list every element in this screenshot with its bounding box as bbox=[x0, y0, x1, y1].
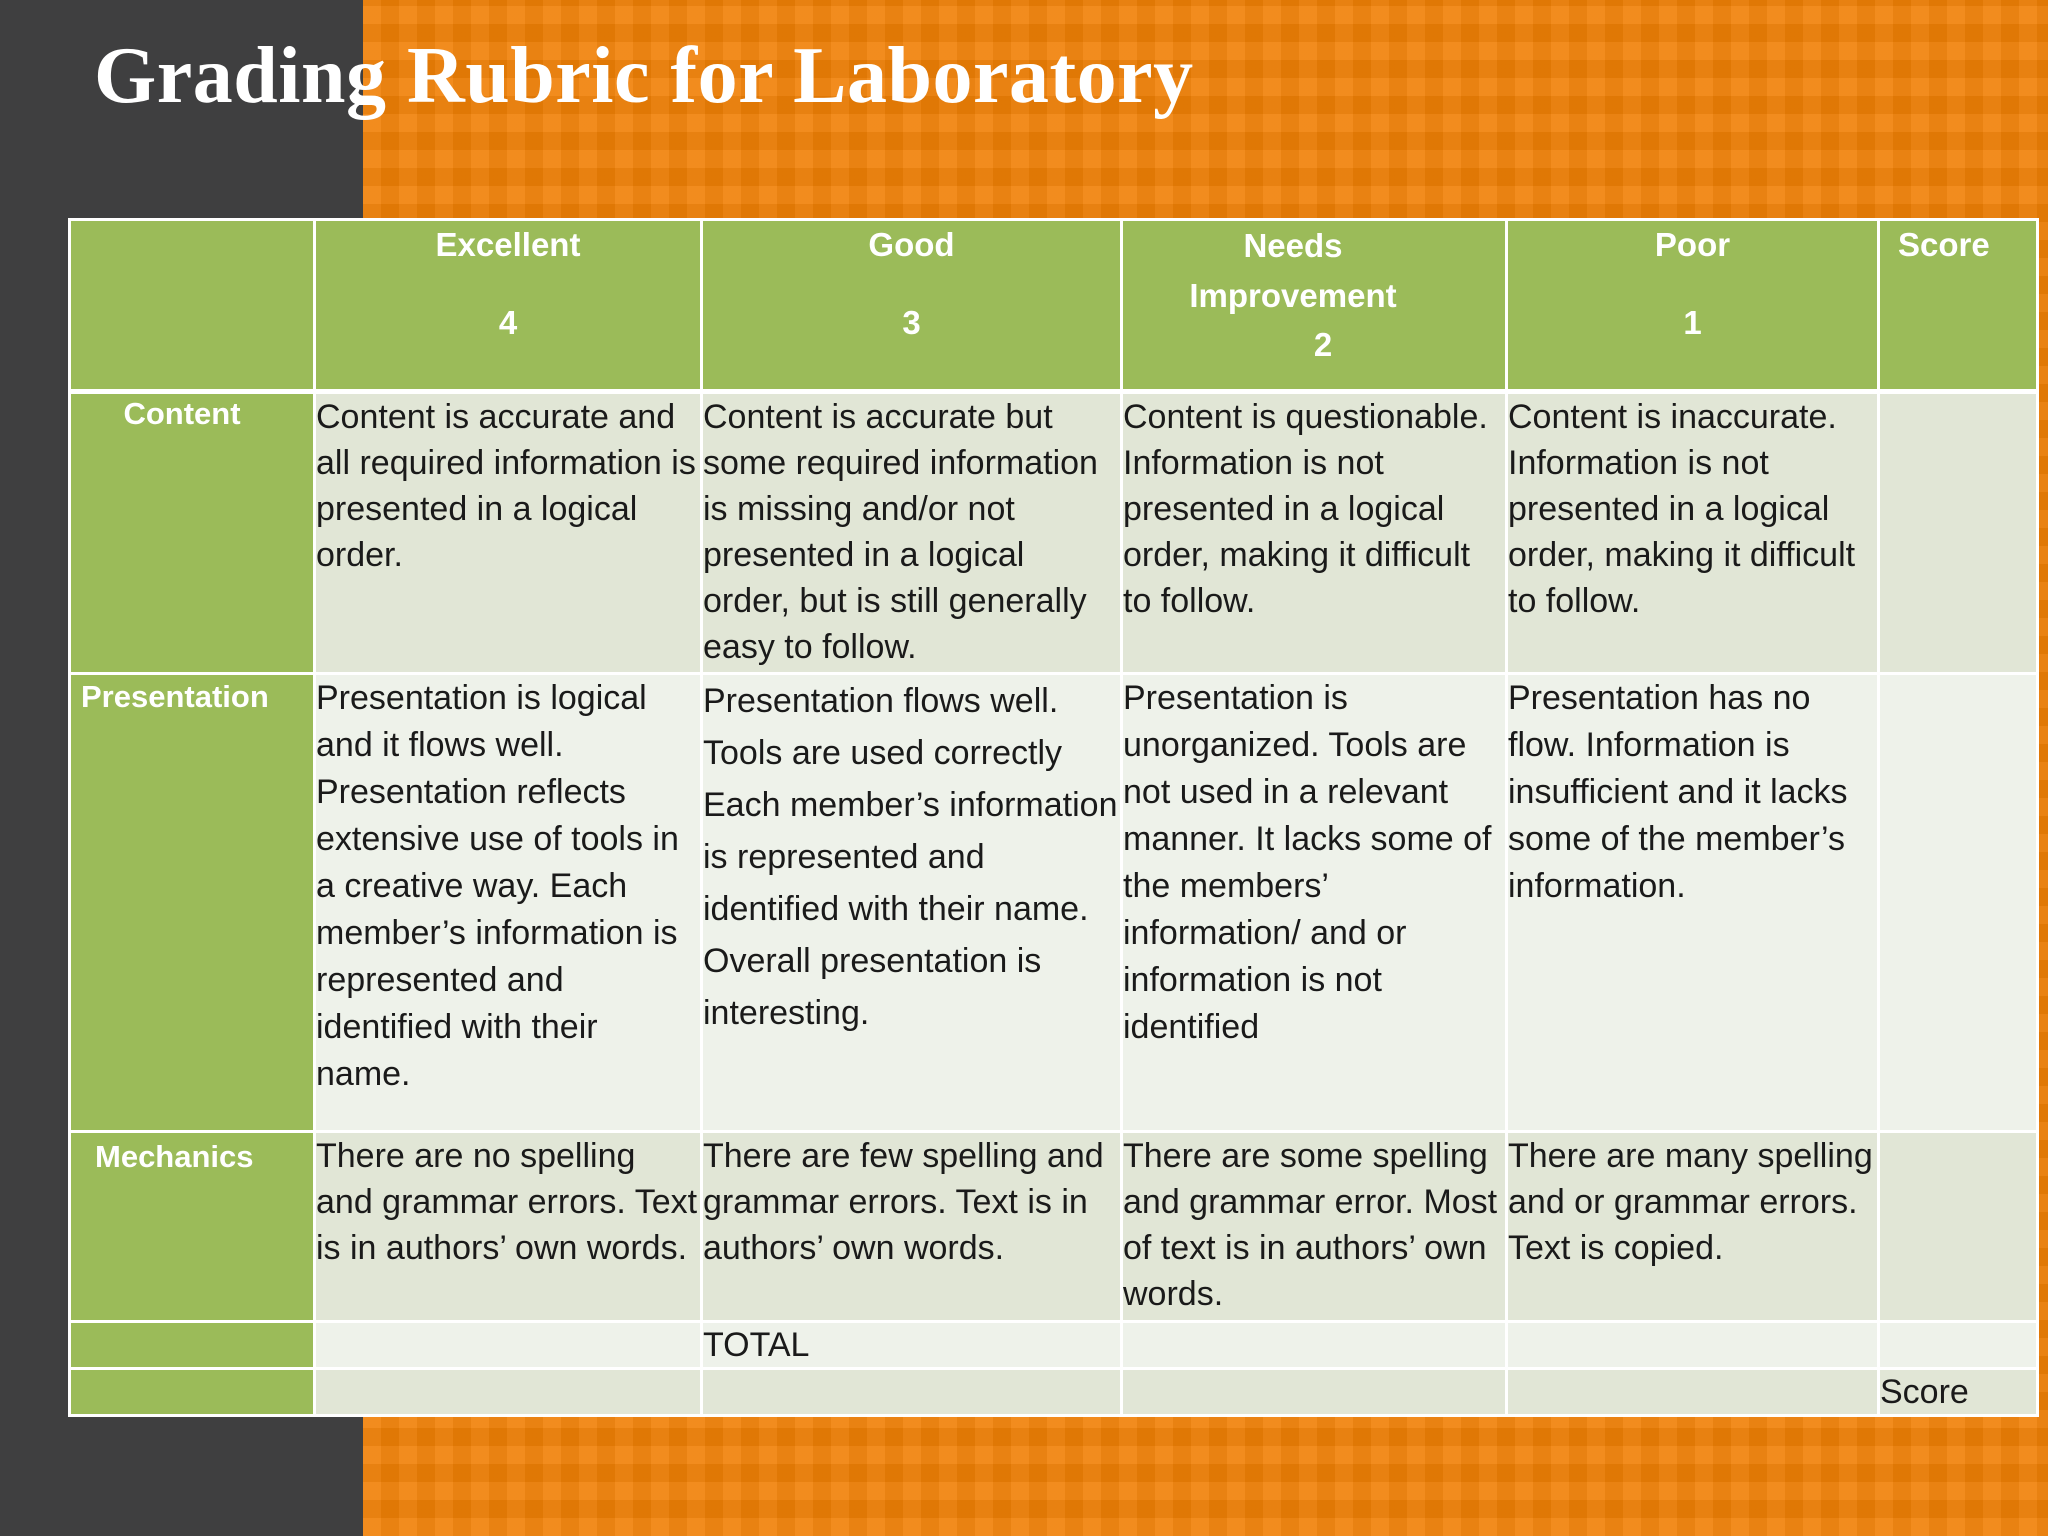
criterion-label: Mechanics bbox=[70, 1132, 315, 1322]
total-row-cell bbox=[1122, 1322, 1507, 1369]
total-label: TOTAL bbox=[702, 1322, 1122, 1369]
score-footer-label: Score bbox=[1879, 1369, 2038, 1416]
rubric-cell: Content is accurate but some required information is missing and/or not presented in a logical order, but is still generally easy to follow. bbox=[702, 392, 1122, 674]
criterion-label: Content bbox=[70, 392, 315, 674]
rubric-cell: Content is accurate and all required information is presented in a logical order. bbox=[315, 392, 702, 674]
rubric-cell: Presentation flows well. Tools are used correctly Each member’s information is represented and identified with their name. Overall presentation is interesting. bbox=[702, 674, 1122, 1132]
score-cell bbox=[1879, 1132, 2038, 1322]
rubric-row-mechanics bbox=[70, 1132, 2038, 1322]
score-cell bbox=[1879, 392, 2038, 674]
total-row-cell bbox=[315, 1322, 702, 1369]
rubric-cell: There are few spelling and grammar errors. Text is in authors’ own words. bbox=[702, 1132, 1122, 1322]
level-label: Good bbox=[868, 226, 955, 263]
rubric-cell: Presentation is unorganized. Tools are not used in a relevant manner. It lacks some of the members’ information/ and or information is not identified bbox=[1122, 674, 1507, 1132]
header-corner-cell bbox=[70, 220, 315, 392]
score-row bbox=[70, 1369, 2038, 1416]
rubric-cell: Presentation is logical and it flows well. Presentation reflects extensive use of tools in a creative way. Each member’s information is represented and identified with their name. bbox=[315, 674, 702, 1132]
total-row-label-cell bbox=[70, 1322, 315, 1369]
level-label: Poor bbox=[1654, 226, 1731, 263]
score-row-cell bbox=[315, 1369, 702, 1416]
level-label: Needs Improvement bbox=[1189, 227, 1397, 314]
header-needs-improvement bbox=[1122, 220, 1507, 392]
rubric-cell: There are some spelling and grammar error. Most of text is in authors’ own words. bbox=[1122, 1132, 1507, 1322]
rubric-cell: Content is questionable. Information is not presented in a logical order, making it difficult to follow. bbox=[1122, 392, 1507, 674]
header-poor bbox=[1507, 220, 1879, 392]
level-label: Excellent bbox=[435, 226, 581, 263]
score-cell bbox=[1879, 674, 2038, 1132]
total-row-cell bbox=[1507, 1322, 1879, 1369]
level-points: 4 bbox=[498, 304, 518, 341]
slide-title: Grading Rubric for Laboratory bbox=[94, 32, 1194, 120]
rubric-cell: Content is inaccurate. Information is not presented in a logical order, making it difficult to follow. bbox=[1507, 392, 1879, 674]
rubric-cell: There are many spelling and or grammar errors. Text is copied. bbox=[1507, 1132, 1879, 1322]
score-label: Score bbox=[1898, 226, 1990, 263]
rubric-row-content bbox=[70, 392, 2038, 674]
header-excellent bbox=[315, 220, 702, 392]
total-row-cell bbox=[1879, 1322, 2038, 1369]
rubric-table bbox=[68, 218, 2039, 1417]
criterion-label: Presentation bbox=[70, 674, 315, 1132]
header-score bbox=[1879, 220, 2038, 392]
header-row bbox=[70, 220, 2038, 392]
header-good bbox=[702, 220, 1122, 392]
score-row-cell bbox=[1122, 1369, 1507, 1416]
rubric-cell: Presentation has no flow. Information is insufficient and it lacks some of the member’s information. bbox=[1507, 674, 1879, 1132]
level-points: 1 bbox=[1683, 304, 1702, 341]
score-row-cell bbox=[702, 1369, 1122, 1416]
total-row bbox=[70, 1322, 2038, 1369]
rubric-cell: There are no spelling and grammar errors. Text is in authors’ own words. bbox=[315, 1132, 702, 1322]
score-row-cell bbox=[1507, 1369, 1879, 1416]
level-points: 3 bbox=[902, 304, 921, 341]
score-row-label-cell bbox=[70, 1369, 315, 1416]
level-points: 2 bbox=[1313, 326, 1333, 363]
rubric-row-presentation bbox=[70, 674, 2038, 1132]
